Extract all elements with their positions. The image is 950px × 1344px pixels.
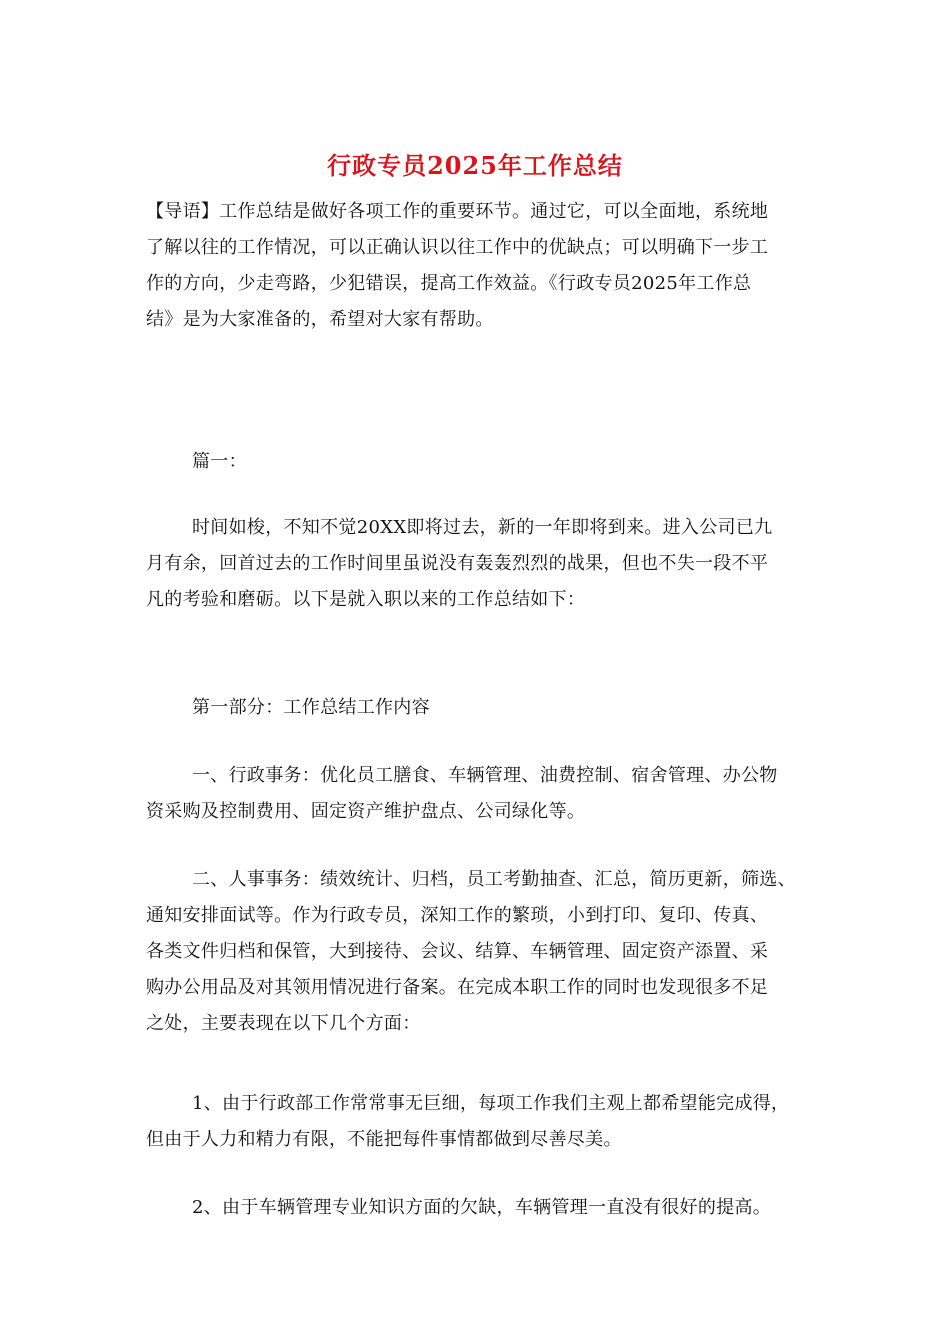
paragraph-line: 凡的考验和磨砺。以下是就入职以来的工作总结如下： [146, 589, 586, 610]
paragraph-line: 资采购及控制费用、固定资产维护盘点、公司绿化等。 [146, 801, 586, 822]
document-title: 行政专员2025年工作总结 [327, 151, 623, 180]
paragraph-line: 1、由于行政部工作常常事无巨细，每项工作我们主观上都希望能完成得， [192, 1093, 790, 1114]
section-label: 篇一： [192, 451, 247, 472]
part-heading: 第一部分：工作总结工作内容 [192, 697, 430, 718]
paragraph-line: 时间如梭，不知不觉20XX即将过去，新的一年即将到来。进入公司已九 [192, 517, 773, 538]
paragraph-line: 一、行政事务：优化员工膳食、车辆管理、油费控制、宿舍管理、办公物 [192, 765, 778, 786]
paragraph-5 [146, 1190, 826, 1226]
paragraph-line: 但由于人力和精力有限，不能把每件事情都做到尽善尽美。 [146, 1129, 622, 1150]
intro-line: 结》是为大家准备的，希望对大家有帮助。 [146, 309, 494, 330]
paragraph-line: 购办公用品及对其领用情况进行备案。在完成本职工作的同时也发现很多不足 [146, 977, 769, 998]
paragraph-2 [146, 758, 826, 830]
paragraph-line: 之处，主要表现在以下几个方面： [146, 1013, 421, 1034]
paragraph-line: 通知安排面试等。作为行政专员，深知工作的繁琐，小到打印、复印、传真、 [146, 905, 769, 926]
intro-paragraph [146, 194, 806, 338]
intro-line: 了解以往的工作情况，可以正确认识以往工作中的优缺点；可以明确下一步工 [146, 237, 769, 258]
paragraph-line: 月有余，回首过去的工作时间里虽说没有轰轰烈烈的战果，但也不失一段不平 [146, 553, 769, 574]
paragraph-1 [146, 510, 826, 618]
paragraph-3 [146, 862, 826, 1042]
paragraph-4 [146, 1086, 826, 1158]
paragraph-line: 二、人事事务：绩效统计、归档，员工考勤抽查、汇总，简历更新，筛选、 [192, 869, 796, 890]
section-label-block [146, 444, 826, 480]
intro-line: 【导语】工作总结是做好各项工作的重要环节。通过它，可以全面地，系统地 [146, 201, 769, 222]
paragraph-line: 各类文件归档和保管，大到接待、会议、结算、车辆管理、固定资产添置、采 [146, 941, 769, 962]
paragraph-line: 2、由于车辆管理专业知识方面的欠缺，车辆管理一直没有很好的提高。 [192, 1197, 772, 1218]
intro-line: 作的方向，少走弯路，少犯错误，提高工作效益。《行政专员2025年工作总 [146, 273, 752, 294]
part-heading-block [146, 690, 826, 726]
